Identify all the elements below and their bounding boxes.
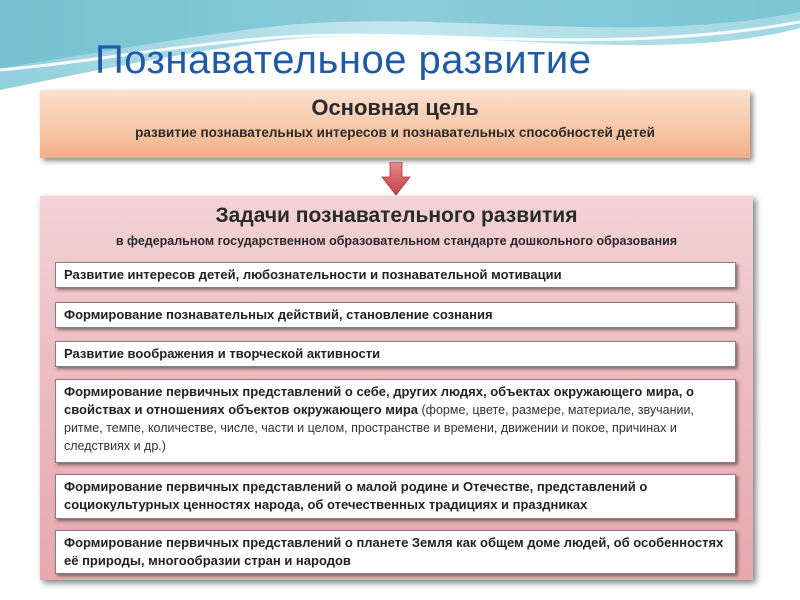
tasks-panel	[40, 196, 753, 580]
task-item	[55, 262, 736, 288]
task-item	[55, 530, 736, 574]
main-goal-text: развитие познавательных интересов и познавательных способностей детей	[135, 125, 655, 140]
task-text: Формирование познавательных действий, становление сознания	[64, 307, 493, 322]
task-text: Развитие интересов детей, любознательности и познавательной мотивации	[64, 267, 562, 282]
tasks-title: Задачи познавательного развития	[215, 204, 578, 227]
tasks-subtitle: в федеральном государственном образовательном стандарте дошкольного образования	[115, 234, 678, 248]
task-item	[55, 341, 736, 367]
task-text: Развитие воображения и творческой активности	[64, 346, 381, 361]
task-item	[55, 379, 736, 463]
slide-title: Познавательное развитие	[95, 38, 592, 80]
down-arrow-icon	[381, 162, 411, 196]
task-text: Формирование первичных представлений о малой родине и Отечестве, представлений о социокультурных ценностях народа, об отечественных традициях и праздниках	[64, 479, 648, 512]
main-goal-box	[40, 90, 750, 158]
task-detail: (форме, цвете, размере, материале, звучании, ритме, темпе, количестве, числе, части и целом, пространстве и времени, движении и покое, причинах и следствиях и др.)	[64, 403, 694, 453]
task-text: Формирование первичных представлений о себе, других людях, объектах окружающего мира, о свойствах и отношениях объектов окружающего мира	[64, 384, 694, 417]
main-goal-title: Основная цель	[311, 95, 479, 120]
task-item	[55, 302, 736, 328]
task-text: Формирование первичных представлений о планете Земля как общем доме людей, об особенностях её природы, многообразии стран и народов	[64, 535, 724, 568]
task-item	[55, 474, 736, 519]
